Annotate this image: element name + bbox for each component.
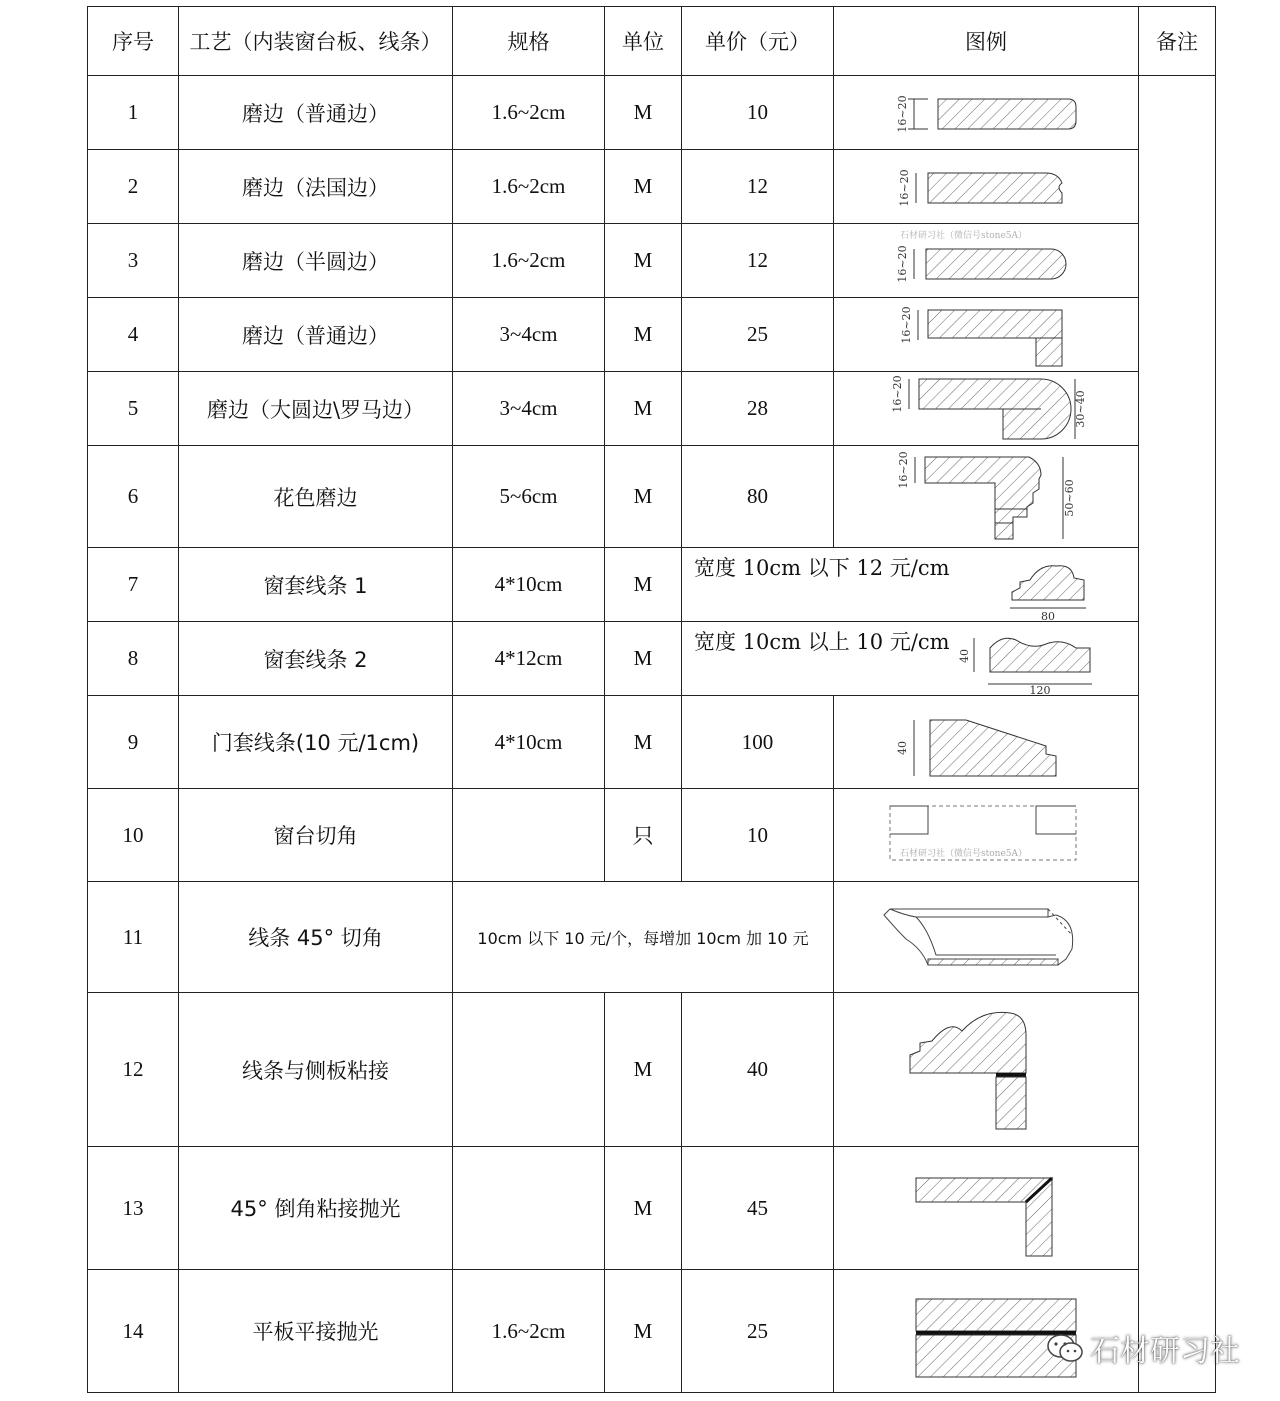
small-watermark: 石材研习社（微信号stone5A）	[900, 230, 1028, 241]
row-spec: 1.6~2cm	[453, 150, 605, 224]
dim-label: 40	[958, 649, 971, 663]
row-figure	[834, 696, 1139, 789]
dim-label: 16~20	[897, 450, 910, 489]
table-row	[88, 298, 1216, 372]
mitre-cut-diagram	[876, 899, 1096, 975]
row-spec: 3~4cm	[453, 298, 605, 372]
row-figure	[834, 224, 1139, 298]
row-no: 4	[88, 298, 179, 372]
table-row	[88, 224, 1216, 298]
small-watermark: 石材研习社（微信号stone5A）	[900, 849, 1028, 859]
row-process: 窗台切角	[179, 789, 453, 882]
header-price: 单价（元）	[682, 7, 834, 76]
row-figure	[834, 1147, 1139, 1270]
edge-profile-diagram	[881, 449, 1091, 545]
row-figure	[834, 76, 1139, 150]
row-unit: M	[605, 150, 682, 224]
dim-label-2: 30~40	[1074, 389, 1087, 428]
row-spec	[453, 993, 605, 1147]
row-spec	[453, 789, 605, 882]
header-spec: 规格	[453, 7, 605, 76]
header-no: 序号	[88, 7, 179, 76]
wechat-icon	[1046, 1333, 1084, 1363]
row-price: 45	[682, 1147, 834, 1270]
row-price: 10	[682, 789, 834, 882]
row-process: 窗套线条 2	[179, 622, 453, 696]
row-no: 1	[88, 76, 179, 150]
bonding-diagram	[886, 1005, 1086, 1135]
row-price: 28	[682, 372, 834, 446]
row-process: 磨边（普通边）	[179, 298, 453, 372]
dim-label: 16~20	[896, 244, 909, 283]
merged-price-figure	[682, 622, 1139, 696]
bevel-joint-diagram	[886, 1158, 1086, 1258]
row-spec: 1.6~2cm	[453, 1270, 605, 1393]
merged-spec-text: 10cm 以下 10 元/个，每增加 10cm 加 10 元	[453, 882, 834, 993]
row-process: 线条 45° 切角	[179, 882, 453, 993]
row-spec: 3~4cm	[453, 372, 605, 446]
row-unit: M	[605, 372, 682, 446]
row-unit: M	[605, 696, 682, 789]
table-row	[88, 882, 1216, 993]
row-no: 6	[88, 446, 179, 548]
table-row	[88, 548, 1216, 622]
edge-profile-diagram	[881, 374, 1091, 444]
moulding-profile-diagram	[958, 628, 1110, 697]
header-process: 工艺（内装窗台板、线条）	[179, 7, 453, 76]
row-process: 花色磨边	[179, 446, 453, 548]
brand-watermark-text: 石材研习社	[1090, 1334, 1240, 1369]
header-row	[88, 7, 1216, 76]
row-unit: M	[605, 548, 682, 622]
row-price: 25	[682, 298, 834, 372]
table-row	[88, 150, 1216, 224]
price-table	[87, 6, 1216, 1393]
row-spec: 4*10cm	[453, 548, 605, 622]
edge-profile-diagram	[886, 157, 1086, 217]
row-spec: 1.6~2cm	[453, 76, 605, 150]
dim-label: 16~20	[900, 305, 913, 344]
dim-label: 80	[1041, 610, 1055, 623]
row-no: 9	[88, 696, 179, 789]
row-unit: M	[605, 76, 682, 150]
table-row	[88, 446, 1216, 548]
merged-price-text: 宽度 10cm 以上 10 元/cm	[694, 630, 950, 654]
moulding-profile-diagram	[886, 702, 1086, 782]
note-cell	[1139, 76, 1216, 1393]
row-price: 40	[682, 993, 834, 1147]
row-no: 5	[88, 372, 179, 446]
row-no: 3	[88, 224, 179, 298]
corner-cut-diagram	[886, 802, 1086, 868]
row-no: 7	[88, 548, 179, 622]
table-row	[88, 993, 1216, 1147]
table-row	[88, 789, 1216, 882]
row-price: 25	[682, 1270, 834, 1393]
row-unit: M	[605, 446, 682, 548]
row-spec: 5~6cm	[453, 446, 605, 548]
row-no: 10	[88, 789, 179, 882]
row-price: 12	[682, 150, 834, 224]
header-figure: 图例	[834, 7, 1139, 76]
row-unit: M	[605, 1147, 682, 1270]
row-unit: 只	[605, 789, 682, 882]
row-no: 14	[88, 1270, 179, 1393]
row-unit: M	[605, 224, 682, 298]
header-unit: 单位	[605, 7, 682, 76]
row-unit: M	[605, 993, 682, 1147]
row-process: 窗套线条 1	[179, 548, 453, 622]
row-process: 磨边（半圆边）	[179, 224, 453, 298]
merged-price-text: 宽度 10cm 以下 12 元/cm	[694, 556, 950, 580]
brand-watermark	[1046, 1326, 1240, 1370]
row-price: 80	[682, 446, 834, 548]
row-price: 12	[682, 224, 834, 298]
row-process: 线条与侧板粘接	[179, 993, 453, 1147]
edge-profile-diagram	[886, 302, 1086, 368]
row-unit: M	[605, 1270, 682, 1393]
dim-label: 16~20	[896, 94, 909, 133]
row-figure	[834, 150, 1139, 224]
row-process: 平板平接抛光	[179, 1270, 453, 1393]
row-figure	[834, 298, 1139, 372]
row-process: 磨边（大圆边\罗马边）	[179, 372, 453, 446]
row-process: 磨边（普通边）	[179, 76, 453, 150]
row-price: 100	[682, 696, 834, 789]
row-no: 8	[88, 622, 179, 696]
table-row	[88, 76, 1216, 150]
table-row	[88, 696, 1216, 789]
row-spec: 4*10cm	[453, 696, 605, 789]
dim-label: 40	[896, 741, 909, 755]
row-figure	[834, 789, 1139, 882]
table-row	[88, 622, 1216, 696]
table-row	[88, 372, 1216, 446]
merged-price-figure	[682, 548, 1139, 622]
edge-profile-diagram	[886, 83, 1086, 143]
row-figure	[834, 446, 1139, 548]
row-unit: M	[605, 622, 682, 696]
moulding-profile-diagram	[1000, 554, 1110, 622]
dim-label: 16~20	[898, 168, 911, 207]
dim-label-2: 50~60	[1063, 478, 1076, 517]
row-process: 磨边（法国边）	[179, 150, 453, 224]
row-figure	[834, 372, 1139, 446]
row-no: 2	[88, 150, 179, 224]
row-process: 45° 倒角粘接抛光	[179, 1147, 453, 1270]
row-figure	[834, 882, 1139, 993]
row-process: 门套线条(10 元/1cm)	[179, 696, 453, 789]
row-no: 11	[88, 882, 179, 993]
dim-label: 16~20	[891, 374, 904, 413]
row-spec: 4*12cm	[453, 622, 605, 696]
edge-profile-diagram	[886, 227, 1086, 295]
row-no: 13	[88, 1147, 179, 1270]
table-row	[88, 1147, 1216, 1270]
row-spec: 1.6~2cm	[453, 224, 605, 298]
row-price: 10	[682, 76, 834, 150]
row-spec	[453, 1147, 605, 1270]
header-note: 备注	[1139, 7, 1216, 76]
dim-label-2: 120	[1029, 684, 1051, 697]
row-unit: M	[605, 298, 682, 372]
row-no: 12	[88, 993, 179, 1147]
row-figure	[834, 993, 1139, 1147]
